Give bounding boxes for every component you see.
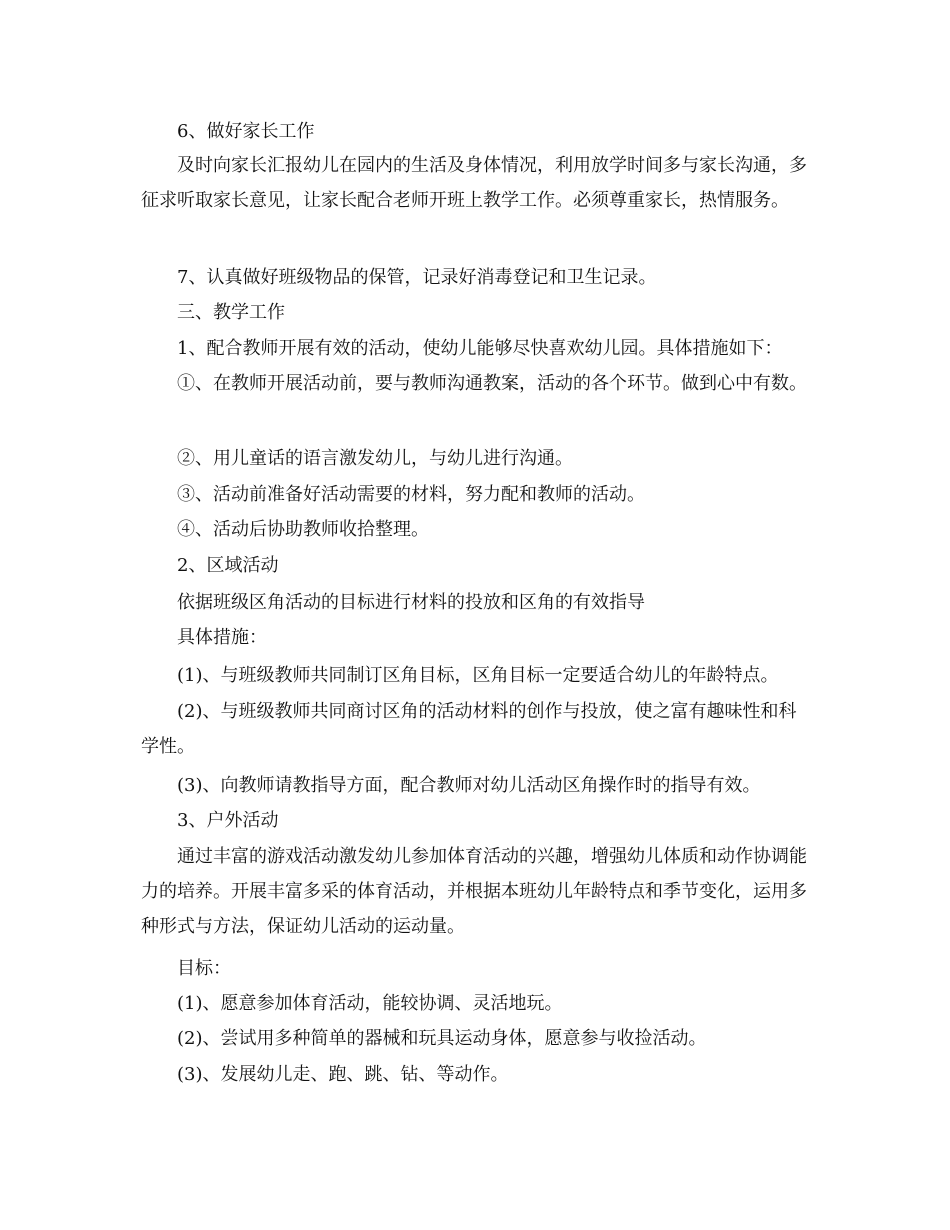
paragraph-14: (2)、与班级教师共同商讨区角的活动材料的创作与投放，使之富有趣味性和科学性。 (141, 701, 797, 757)
paragraph-1: 6、做好家长工作 (177, 121, 315, 142)
paragraph-6: ①、在教师开展活动前，要与教师沟通教案，活动的各个环节。做到心中有数。 (177, 373, 807, 394)
paragraph-19: (1)、愿意参加体育活动，能较协调、灵活地玩。 (177, 993, 563, 1014)
paragraph-2: 及时向家长汇报幼儿在园内的生活及身体情况，利用放学时间多与家长沟通，多征求听取家长意见，让家长配合老师开班上教学工作。必须尊重家长，热情服务。 (141, 155, 807, 211)
paragraph-21: (3)、发展幼儿走、跑、跳、钻、等动作。 (177, 1064, 509, 1085)
paragraph-12: 具体措施： (177, 627, 267, 648)
paragraph-17: 通过丰富的游戏活动激发幼儿参加体育活动的兴趣，增强幼儿体质和动作协调能力的培养。开展丰富多采的体育活动，并根据本班幼儿年龄特点和季节变化，运用多种形式与方法，保证幼儿活动的运动量。 (141, 846, 807, 937)
paragraph-8: ③、活动前准备好活动需要的材料，努力配和教师的活动。 (177, 484, 645, 505)
paragraph-15: (3)、向教师请教指导方面，配合教师对幼儿活动区角操作时的指导有效。 (177, 775, 761, 796)
paragraph-4: 三、教学工作 (177, 302, 285, 323)
paragraph-18: 目标： (177, 958, 231, 979)
paragraph-10: 2、区域活动 (177, 555, 279, 576)
paragraph-20: (2)、尝试用多种简单的器械和玩具运动身体，愿意参与收捡活动。 (177, 1028, 707, 1049)
paragraph-9: ④、活动后协助教师收拾整理。 (177, 519, 429, 540)
paragraph-11: 依据班级区角活动的目标进行材料的投放和区角的有效指导 (177, 592, 645, 613)
paragraph-5: 1、配合教师开展有效的活动，使幼儿能够尽快喜欢幼儿园。具体措施如下： (177, 338, 783, 359)
paragraph-3: 7、认真做好班级物品的保管，记录好消毒登记和卫生记录。 (177, 267, 657, 288)
paragraph-13: (1)、与班级教师共同制订区角目标，区角目标一定要适合幼儿的年龄特点。 (177, 665, 779, 686)
paragraph-16: 3、户外活动 (177, 810, 279, 831)
paragraph-7: ②、用儿童话的语言激发幼儿，与幼儿进行沟通。 (177, 448, 573, 469)
